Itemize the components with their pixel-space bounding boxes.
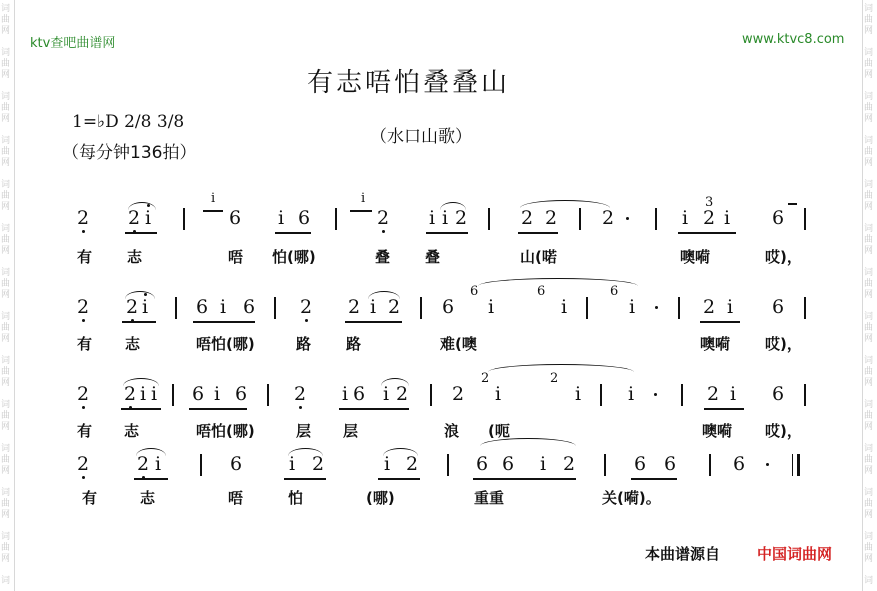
- watermark-glyph: 词: [1, 488, 11, 498]
- watermark-glyph: 词: [864, 4, 874, 14]
- watermark-glyph: 词: [1, 532, 11, 542]
- lyric: 志: [140, 489, 156, 507]
- note: 2: [455, 207, 468, 229]
- lyric: 噢嗬: [680, 248, 711, 266]
- beam: [121, 408, 161, 410]
- note: 2: [703, 296, 716, 318]
- note: 2: [128, 207, 141, 229]
- watermark-glyph: 曲: [1, 499, 11, 509]
- beam: [426, 232, 468, 234]
- watermark-glyph: 词: [864, 444, 874, 454]
- beam: [203, 210, 223, 212]
- lyric: 志: [127, 248, 143, 266]
- tie-arc: [128, 202, 156, 210]
- note: 2: [294, 383, 307, 405]
- beam: [704, 408, 744, 410]
- lyric: 路: [346, 335, 362, 353]
- lyric: 志: [124, 422, 140, 440]
- beam: [122, 321, 156, 323]
- note: 6: [476, 453, 489, 475]
- watermark-glyph: 词: [864, 48, 874, 58]
- note: 2: [77, 383, 90, 405]
- watermark-glyph: 网: [864, 26, 874, 36]
- tie-arc: [480, 438, 576, 446]
- watermark-glyph: 网: [864, 378, 874, 388]
- barline: [579, 208, 581, 230]
- watermark-glyph: 网: [864, 422, 874, 432]
- note: i: [142, 296, 149, 318]
- lyric: 噢嗬: [700, 335, 731, 353]
- watermark-glyph: 网: [1, 290, 11, 300]
- watermark-glyph: 网: [1, 466, 11, 476]
- watermark-glyph: 曲: [1, 59, 11, 69]
- barline: [430, 384, 432, 406]
- watermark-glyph: 词: [1, 312, 11, 322]
- note: i: [155, 453, 162, 475]
- watermark-glyph: 曲: [864, 103, 874, 113]
- barline: [488, 208, 490, 230]
- note: 6: [442, 296, 455, 318]
- tie-arc: [440, 202, 466, 210]
- dot: [766, 463, 769, 466]
- barline: [172, 384, 174, 406]
- watermark-glyph: 网: [864, 334, 874, 344]
- barline: [267, 384, 269, 406]
- beam: [125, 232, 157, 234]
- lyric: 难(噢: [440, 335, 477, 353]
- watermark-glyph: 词: [1, 268, 11, 278]
- note: i: [429, 207, 436, 229]
- watermark-glyph: 网: [864, 466, 874, 476]
- beam: [339, 408, 409, 410]
- watermark-glyph: 网: [864, 158, 874, 168]
- note: 2: [521, 207, 534, 229]
- note: 2: [707, 383, 720, 405]
- note: i: [214, 383, 221, 405]
- note: 2: [137, 453, 150, 475]
- watermark-glyph: 曲: [1, 411, 11, 421]
- watermark-glyph: 网: [1, 70, 11, 80]
- note: 6: [196, 296, 209, 318]
- watermark-glyph: 曲: [1, 323, 11, 333]
- watermark-glyph: 曲: [1, 367, 11, 377]
- watermark-glyph: 网: [864, 114, 874, 124]
- watermark-glyph: 网: [864, 510, 874, 520]
- beam: [518, 232, 558, 234]
- watermark-glyph: 网: [1, 26, 11, 36]
- note: 2: [563, 453, 576, 475]
- lyric: 唔怕(哪): [196, 422, 255, 440]
- note: 2: [703, 207, 716, 229]
- note: 6: [192, 383, 205, 405]
- barline: [183, 208, 185, 230]
- watermark-glyph: 曲: [864, 147, 874, 157]
- lyric: 唔: [228, 489, 244, 507]
- note: 6: [772, 383, 785, 405]
- watermark-glyph: 网: [864, 554, 874, 564]
- grace-note: 6: [610, 284, 619, 299]
- note: 6: [664, 453, 677, 475]
- watermark-glyph: 网: [864, 70, 874, 80]
- barline: [804, 384, 806, 406]
- lyric: 怕(哪): [272, 248, 316, 266]
- note: i: [730, 383, 737, 405]
- barline: [200, 454, 202, 476]
- watermark-glyph: 词: [864, 224, 874, 234]
- watermark-glyph: 网: [864, 246, 874, 256]
- dot: [655, 306, 658, 309]
- source-site-link[interactable]: 中国词曲网: [757, 545, 833, 563]
- low-dot: [305, 319, 308, 322]
- watermark-glyph: 词: [864, 136, 874, 146]
- note: i: [628, 383, 635, 405]
- watermark-glyph: 网: [1, 510, 11, 520]
- note: i: [289, 453, 296, 475]
- note: i: [140, 383, 147, 405]
- watermark-glyph: 曲: [1, 15, 11, 25]
- lyric: 哎)，: [765, 248, 802, 266]
- watermark-glyph: 曲: [1, 279, 11, 289]
- grace-note: 2: [481, 371, 490, 386]
- watermark-glyph: 词: [864, 400, 874, 410]
- tie-arc: [288, 448, 323, 456]
- dot: [626, 217, 629, 220]
- lyric: 浪: [444, 422, 460, 440]
- watermark-glyph: 词: [864, 312, 874, 322]
- note: 2: [452, 383, 465, 405]
- site-url-right: www.ktvc8.com: [742, 32, 845, 47]
- note: i: [495, 383, 502, 405]
- watermark-glyph: 网: [864, 202, 874, 212]
- watermark-glyph: 曲: [1, 103, 11, 113]
- beam: [134, 478, 168, 480]
- song-title: 有志唔怕叠叠山: [307, 68, 511, 98]
- watermark-glyph: 曲: [1, 191, 11, 201]
- watermark-glyph: 曲: [864, 59, 874, 69]
- watermark-glyph: 词: [864, 488, 874, 498]
- note: 6: [243, 296, 256, 318]
- watermark-glyph: 词: [1, 444, 11, 454]
- lyric: (呃: [488, 422, 510, 440]
- note: 2: [406, 453, 419, 475]
- note: i: [442, 207, 449, 229]
- lyric: 有: [77, 335, 93, 353]
- beam: [193, 321, 255, 323]
- note: i: [384, 453, 391, 475]
- note: 2: [126, 296, 139, 318]
- note: i: [561, 296, 568, 318]
- grace-note: i: [211, 191, 216, 206]
- note: 6: [230, 453, 243, 475]
- note: i: [151, 383, 158, 405]
- watermark-glyph: 词: [1, 4, 11, 14]
- tempo-marking: （每分钟136拍）: [62, 143, 197, 163]
- lyric: 唔怕(哪): [196, 335, 255, 353]
- genre-label: （水口山歌）: [370, 127, 472, 147]
- lyric: 关(嗬)。: [602, 489, 661, 507]
- beam: [700, 321, 740, 323]
- lyric: 山(喏: [520, 248, 557, 266]
- watermark-glyph: 网: [1, 422, 11, 432]
- note: i: [145, 207, 152, 229]
- lyric: 唔: [228, 248, 244, 266]
- source-label: 本曲谱源自: [645, 545, 721, 563]
- left-watermark-strip: [0, 0, 15, 591]
- grace-note: 2: [550, 371, 559, 386]
- watermark-glyph: 网: [1, 202, 11, 212]
- note: i: [220, 296, 227, 318]
- lyric: 志: [125, 335, 141, 353]
- final-barline-thick: [797, 454, 800, 476]
- note: i: [342, 383, 349, 405]
- note: 2: [124, 383, 137, 405]
- watermark-glyph: 曲: [864, 411, 874, 421]
- note: i: [727, 296, 734, 318]
- tie-arc: [520, 200, 610, 208]
- lyric: 叠: [375, 248, 391, 266]
- tuplet-3: 3: [705, 195, 714, 210]
- lyric: (哪): [366, 489, 395, 507]
- tie-arc: [136, 448, 166, 456]
- note: 6: [235, 383, 248, 405]
- lyric: 哎)，: [765, 335, 802, 353]
- beam: [350, 210, 372, 212]
- lyric: 有: [77, 248, 93, 266]
- barline: [447, 454, 449, 476]
- barline: [604, 454, 606, 476]
- beam: [378, 478, 420, 480]
- watermark-glyph: 词: [1, 136, 11, 146]
- lyric: 哎)，: [765, 422, 802, 440]
- beam: [284, 478, 326, 480]
- barline: [655, 208, 657, 230]
- watermark-glyph: 词: [864, 92, 874, 102]
- beam: [345, 321, 402, 323]
- note: i: [629, 296, 636, 318]
- watermark-glyph: 词: [1, 356, 11, 366]
- lyric: 怕: [288, 489, 304, 507]
- note: 6: [298, 207, 311, 229]
- beam: [631, 478, 677, 480]
- lyric: 叠: [425, 248, 441, 266]
- watermark-glyph: 词: [864, 532, 874, 542]
- watermark-glyph: 曲: [1, 543, 11, 553]
- note: i: [278, 207, 285, 229]
- note: i: [682, 207, 689, 229]
- note: 2: [348, 296, 361, 318]
- watermark-glyph: 网: [1, 158, 11, 168]
- watermark-glyph: 曲: [1, 147, 11, 157]
- watermark-glyph: 曲: [864, 543, 874, 553]
- note: i: [370, 296, 377, 318]
- watermark-glyph: 曲: [864, 15, 874, 25]
- barline: [274, 297, 276, 319]
- note: 6: [353, 383, 366, 405]
- watermark-glyph: 曲: [864, 455, 874, 465]
- watermark-glyph: 网: [1, 378, 11, 388]
- note: 2: [300, 296, 313, 318]
- watermark-glyph: 曲: [1, 235, 11, 245]
- note: i: [540, 453, 547, 475]
- key-signature: 1=♭D 2/8 3/8: [72, 112, 185, 132]
- note: 2: [602, 207, 615, 229]
- note: i: [488, 296, 495, 318]
- watermark-glyph: 词: [1, 48, 11, 58]
- note: i: [724, 207, 731, 229]
- low-dot: [382, 230, 385, 233]
- barline: [335, 208, 337, 230]
- dot: [654, 393, 657, 396]
- watermark-glyph: 曲: [864, 367, 874, 377]
- barline: [709, 454, 711, 476]
- watermark-glyph: 词: [864, 268, 874, 278]
- note: 2: [388, 296, 401, 318]
- watermark-glyph: 曲: [864, 323, 874, 333]
- lyric: 层: [343, 422, 359, 440]
- beam: [678, 232, 736, 234]
- note: 6: [634, 453, 647, 475]
- note: 6: [502, 453, 515, 475]
- final-barline-thin: [792, 454, 793, 476]
- tie-arc: [125, 291, 155, 299]
- lyric: 噢嗬: [702, 422, 733, 440]
- watermark-glyph: 词: [864, 576, 874, 586]
- barline: [420, 297, 422, 319]
- barline: [804, 297, 806, 319]
- note: i: [575, 383, 582, 405]
- note: 2: [396, 383, 409, 405]
- note: 6: [772, 296, 785, 318]
- grace-note: 6: [537, 284, 546, 299]
- watermark-glyph: 曲: [864, 191, 874, 201]
- lyric: 层: [296, 422, 312, 440]
- barline: [586, 297, 588, 319]
- barline: [600, 384, 602, 406]
- watermark-glyph: 网: [864, 290, 874, 300]
- watermark-glyph: 网: [1, 246, 11, 256]
- watermark-glyph: 词: [864, 356, 874, 366]
- watermark-glyph: 词: [1, 224, 11, 234]
- watermark-glyph: 词: [864, 180, 874, 190]
- note: 6: [733, 453, 746, 475]
- grace-note: i: [361, 191, 366, 206]
- right-watermark-strip: [862, 0, 877, 591]
- tie-arc: [383, 448, 418, 456]
- beam: [189, 408, 247, 410]
- note: 2: [545, 207, 558, 229]
- watermark-glyph: 网: [1, 334, 11, 344]
- grace-note: 6: [470, 284, 479, 299]
- low-dot: [82, 406, 85, 409]
- lyric: 有: [77, 422, 93, 440]
- low-dot: [82, 476, 85, 479]
- note: 6: [229, 207, 242, 229]
- watermark-glyph: 曲: [864, 279, 874, 289]
- note: 6: [772, 207, 785, 229]
- note: 2: [77, 453, 90, 475]
- watermark-glyph: 词: [1, 576, 11, 586]
- watermark-glyph: 网: [1, 114, 11, 124]
- lyric: 路: [296, 335, 312, 353]
- barline: [681, 384, 683, 406]
- tie-arc: [368, 291, 400, 299]
- tie-arc: [123, 378, 159, 386]
- watermark-glyph: 曲: [864, 499, 874, 509]
- lyric: 有: [82, 489, 98, 507]
- beam: [473, 478, 576, 480]
- low-dot: [82, 230, 85, 233]
- watermark-glyph: 网: [1, 554, 11, 564]
- low-dot: [299, 406, 302, 409]
- watermark-glyph: 词: [1, 92, 11, 102]
- barline: [175, 297, 177, 319]
- tie-arc: [488, 364, 634, 372]
- site-name-left: ktv查吧曲谱网: [30, 36, 116, 51]
- low-dot: [82, 319, 85, 322]
- breath-mark: [788, 203, 797, 205]
- watermark-glyph: 词: [1, 400, 11, 410]
- lyric: 重重: [474, 489, 505, 507]
- watermark-glyph: 词: [1, 180, 11, 190]
- barline: [804, 208, 806, 230]
- note: 2: [377, 207, 390, 229]
- watermark-glyph: 曲: [864, 235, 874, 245]
- watermark-glyph: 曲: [1, 455, 11, 465]
- tie-arc: [381, 378, 409, 386]
- note: 2: [77, 207, 90, 229]
- note: 2: [77, 296, 90, 318]
- note: i: [383, 383, 390, 405]
- beam: [275, 232, 311, 234]
- barline: [678, 297, 680, 319]
- note: 2: [312, 453, 325, 475]
